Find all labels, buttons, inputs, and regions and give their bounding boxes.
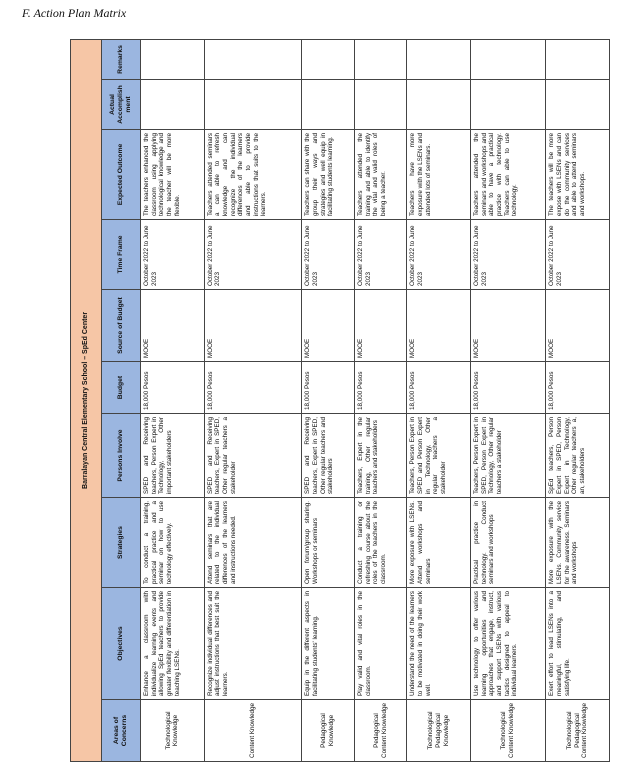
strategies-cell: More exposure with LSENs. Attend workshops and seminars <box>407 498 471 588</box>
time-cell: October 2022 to June 2023 <box>546 220 610 290</box>
persons-cell: Teachers, Person Expert in SPED and Person Expert in Technology, Other regular teachers a stakeholder <box>407 414 471 498</box>
col-budget: Budget <box>102 362 141 414</box>
col-actual: Actual Accomplishment <box>102 80 141 130</box>
table-row <box>471 39 546 761</box>
action-plan-table <box>70 39 610 762</box>
budget-cell: 18,000 Pesos <box>302 362 354 414</box>
col-areas: Areas of Concerns <box>102 700 141 762</box>
remarks-cell <box>546 39 610 79</box>
remarks-cell <box>302 39 354 79</box>
col-objectives: Objectives <box>102 588 141 700</box>
persons-cell: Teachers, Person Expert in SPED, Person Expert in Technology, Other regular teachers a stakeholder <box>471 414 546 498</box>
objectives-cell: Play valid and vital roles in the classroom. <box>354 588 406 700</box>
area-cell: Content Knowledge <box>204 700 302 762</box>
area-cell: Pedagogical Content Knowledge <box>354 700 406 762</box>
strategies-cell: Practical practice in technology. Conduct seminars and workshops <box>471 498 546 588</box>
time-cell: October 2022 to June 2023 <box>204 220 302 290</box>
actual-cell <box>546 80 610 130</box>
budget-cell: 18,000 Pesos <box>546 362 610 414</box>
col-source: Source of Budget <box>102 290 141 362</box>
table-row <box>354 39 406 761</box>
time-cell: October 2022 to June 2023 <box>302 220 354 290</box>
time-cell: October 2022 to June 2023 <box>471 220 546 290</box>
area-cell: Pedagogical Knowledge <box>302 700 354 762</box>
school-banner: Barralayan Central Elementary School – SpEd Center <box>71 39 102 761</box>
outcome-cell: Teachers can share with the group their ways and strategies and well equip in facilitating students learning. <box>302 130 354 220</box>
col-outcome: Expected Outcome <box>102 130 141 220</box>
budget-cell: 18,000 Pesos <box>141 362 205 414</box>
strategies-cell: Open forum/group sharing. Workshops or seminars <box>302 498 354 588</box>
header-row <box>102 39 141 761</box>
area-cell: Technological Knowledge <box>141 700 205 762</box>
strategies-cell: Conduct a training or refreshing course about the roles of the teachers in the classroom. <box>354 498 406 588</box>
outcome-cell: Teachers attended the training and able to identify the vital and valid roles of being a teacher. <box>354 130 406 220</box>
remarks-cell <box>141 39 205 79</box>
source-cell: MOOE <box>302 290 354 362</box>
budget-cell: 18,000 Pesos <box>204 362 302 414</box>
objectives-cell: Recognize individual differences and adjust instructions that best suit the learners. <box>204 588 302 700</box>
objectives-cell: Exert effort to lead LSENs into a meaningful, stimulating, and satisfying life. <box>546 588 610 700</box>
remarks-cell <box>204 39 302 79</box>
persons-cell: SPED and Receiving teachers, Expert in SPED, Other regular teachers and stakeholders <box>302 414 354 498</box>
area-cell: Technological Pedagogical Knowledge <box>407 700 471 762</box>
col-strategies: Strategies <box>102 498 141 588</box>
col-remarks: Remarks <box>102 39 141 79</box>
actual-cell <box>302 80 354 130</box>
time-cell: October 2022 to June 2023 <box>141 220 205 290</box>
time-cell: October 2022 to June 2023 <box>407 220 471 290</box>
source-cell: MOOE <box>354 290 406 362</box>
table-row <box>546 39 610 761</box>
remarks-cell <box>407 39 471 79</box>
col-time: Time Frame <box>102 220 141 290</box>
banner-row <box>71 39 102 761</box>
objectives-cell: Understand the need of the learners to be motivated in doing their work well. <box>407 588 471 700</box>
budget-cell: 18,000 Pesos <box>354 362 406 414</box>
strategies-cell: To conduct a training, practical practice and a seminar on how to use technology effectively. <box>141 498 205 588</box>
col-persons: Persons Involve <box>102 414 141 498</box>
source-cell: MOOE <box>407 290 471 362</box>
budget-cell: 18,000 Pesos <box>407 362 471 414</box>
time-cell: October 2022 to June 2023 <box>354 220 406 290</box>
table-row <box>141 39 205 761</box>
area-cell: Technological Content Knowledge <box>471 700 546 762</box>
remarks-cell <box>354 39 406 79</box>
source-cell: MOOE <box>546 290 610 362</box>
section-heading: F. Action Plan Matrix <box>22 6 127 20</box>
table-row <box>204 39 302 761</box>
outcome-cell: The teachers enhanced the classroom using applying technological knowledge and the teacher will be more flexible. <box>141 130 205 220</box>
budget-cell: 18,000 Pesos <box>471 362 546 414</box>
source-cell: MOOE <box>471 290 546 362</box>
objectives-cell: Enhance a classroom with individualize learning events and allowing SpEd teachers to provide greater flexibility and differentiation in teaching LSENs. <box>141 588 205 700</box>
remarks-cell <box>471 39 546 79</box>
outcome-cell: The teachers will be more expose with LSENs and can do the community services and able to attend seminars and workshops. <box>546 130 610 220</box>
actual-cell <box>204 80 302 130</box>
objectives-cell: Use technology to offer various learning opportunities and approaches that engage, instruct, and support LSENs with various tactics designed to appeal to individual learners. <box>471 588 546 700</box>
outcome-cell: Teachers have more exposure with the LSENs and attended lots of seminars. <box>407 130 471 220</box>
actual-cell <box>354 80 406 130</box>
persons-cell: SPED and Receiving teachers, Expert in SPED, Other regular teachers a stakeholder <box>204 414 302 498</box>
strategies-cell: Attend seminars that are related to the individual differences of the learners and instructions needed. <box>204 498 302 588</box>
strategies-cell: More exposure with the LSENs. Community service for the awareness. Seminars and workshops <box>546 498 610 588</box>
persons-cell: SPED and Receiving teachers, Person Expert in Technology, Other important stakeholders <box>141 414 205 498</box>
actual-cell <box>471 80 546 130</box>
actual-cell <box>141 80 205 130</box>
persons-cell: SpEd teachers, Person Expert in SPED, Person Expert in Technology, Other regular teachers a, an, stakeholders <box>546 414 610 498</box>
source-cell: MOOE <box>141 290 205 362</box>
table-row <box>302 39 354 761</box>
action-plan-frame <box>70 40 610 762</box>
rotated-page <box>70 40 610 762</box>
persons-cell: Teachers, Expert in the training, Other regular teachers and stakeholders <box>354 414 406 498</box>
table-row <box>407 39 471 761</box>
actual-cell <box>407 80 471 130</box>
outcome-cell: Teachers attended seminars a can able to refresh knowledge and can recognize the individual differences of the learners and able to provide instructions that suits to the learners. <box>204 130 302 220</box>
area-cell: Technological Pedagogical Content Knowledge <box>546 700 610 762</box>
source-cell: MOOE <box>204 290 302 362</box>
outcome-cell: Teachers attended the seminars and workshops and able to have a practical practice with technology. Teachers can able to use technology. <box>471 130 546 220</box>
objectives-cell: Equip in the different aspects in facilitating students' learning. <box>302 588 354 700</box>
